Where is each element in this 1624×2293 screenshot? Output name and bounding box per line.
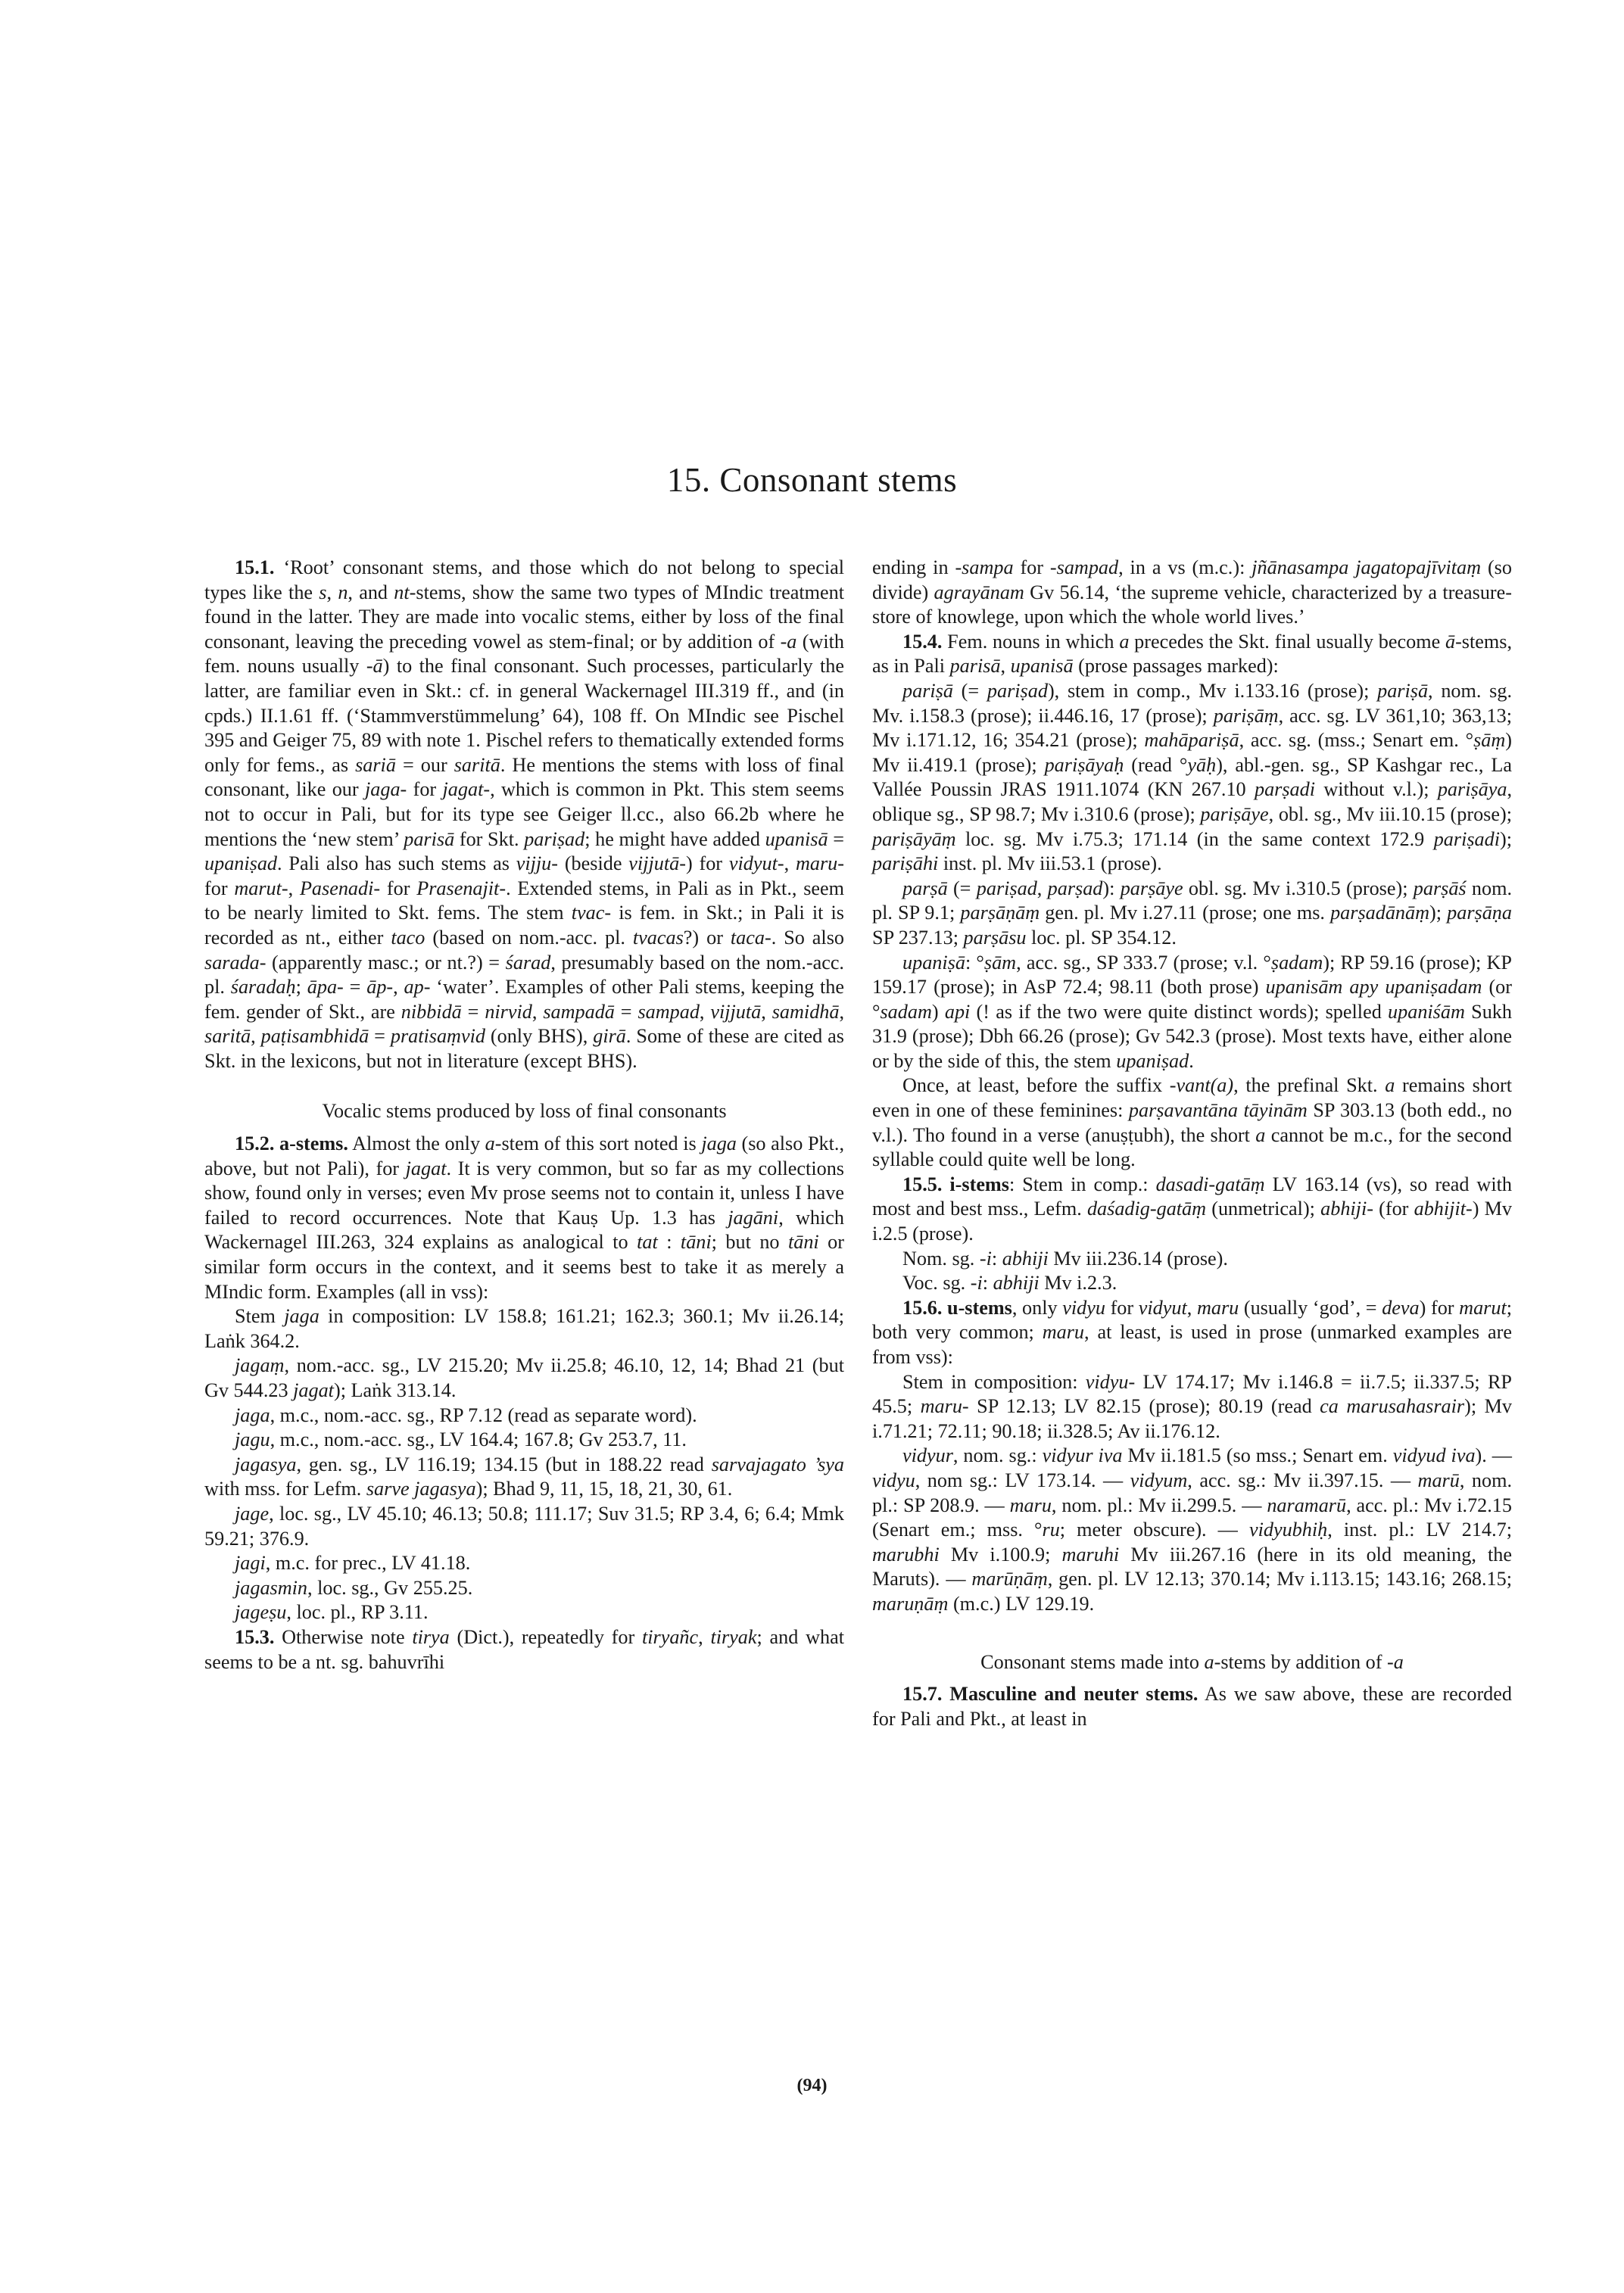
- section-heading-vocalic-stems: Vocalic stems produced by loss of final consonants: [322, 1100, 727, 1123]
- example-entry: jagu, m.c., nom.-acc. sg., LV 164.4; 167.8; Gv 253.7, 11.: [235, 1428, 687, 1451]
- paragraph-suffix-vant: Once, at least, before the suffix -vant(a), the prefinal Skt. a remains short even in one of these feminines: parṣavantāna tāyinām SP 303.13 (both edd., no v.l.). Tho found in a verse (anuṣṭubh), the short a cannot be m.c., for the second syllable could quite well be long.: [872, 1074, 1512, 1171]
- example-entry: jageṣu, loc. pl., RP 3.11.: [235, 1601, 429, 1624]
- example-entry: jagaṃ, nom.-acc. sg., LV 215.20; Mv ii.25.8; 46.10, 12, 14; Bhad 21 (but Gv 544.23 jagat); Laṅk 313.14.: [204, 1354, 844, 1401]
- left-column: [204, 556, 844, 1675]
- paragraph-15-5: 15.5. i-stems: Stem in comp.: dasadi-gatāṃ LV 163.14 (vs), so read with most and best mss., Lefm. daśadig-gatāṃ (unmetrical); abhiji- (for abhijit-) Mv i.2.5 (prose).: [872, 1173, 1512, 1245]
- paragraph-15-1: 15.1. ‘Root’ consonant stems, and those which do not belong to special types like the s, n, and nt-stems, show the same two types of MIndic treatment found in the latter. They are made into vocalic stems, either by loss of the final consonant, leaving the preceding vowel as stem-final; or by addition of -a (with fem. nouns usually -ā) to the final consonant. Such processes, particularly the latter, are familiar even in Skt.: cf. in general Wackernagel III.319 ff., and (in cpds.) II.1.61 ff. (‘Stammverstümmelung’ 64), 108 ff. On MIndic see Pischel 395 and Geiger 75, 89 with note 1. Pischel refers to thematically extended forms only for fems., as sariā = our saritā. He mentions the stems with loss of final consonant, like our jaga- for jagat-, which is common in Pkt. This stem seems not to occur in Pali, but for its type see Geiger ll.cc., also 66.2b where he mentions the ‘new stem’ parisā for Skt. pariṣad; he might have added upanisā = upaniṣad. Pali also has such stems as vijju- (beside vijjutā-) for vidyut-, maru- for marut-, Pasenadi- for Prasenajit-. Extended stems, in Pali as in Pkt., seem to be nearly limited to Skt. fems. The stem tvac- is fem. in Skt.; in Pali it is recorded as nt., either taco (based on nom.-acc. pl. tvacas?) or taca-. So also sarada- (apparently masc.; or nt.?) = śarad, presumably based on the nom.-acc. pl. śaradaḥ; āpa- = āp-, ap- ‘water’. Examples of other Pali stems, keeping the fem. gender of Skt., are nibbidā = nirvid, sampadā = sampad, vijjutā, samidhā, saritā, paṭisambhidā = pratisaṃvid (only BHS), girā. Some of these are cited as Skt. in the lexicons, but not in literature (except BHS).: [204, 556, 845, 1072]
- example-entry: jagasya, gen. sg., LV 116.19; 134.15 (but in 188.22 read sarvajagato ’sya with mss. for Lefm. sarve jagasya); Bhad 9, 11, 15, 18, 21, 30, 61.: [204, 1453, 845, 1500]
- paragraph-continued: ending in -sampa for -sampad, in a vs (m.c.): jñānasampa jagatopajīvitaṃ (so divide) agrayānam Gv 56.14, ‘the supreme vehicle, characterized by a treasure-store of knowlege, upon which the whole world lives.’: [872, 556, 1512, 628]
- paragraph-15-6: 15.6. u-stems, only vidyu for vidyut, maru (usually ‘god’, = deva) for marut; both very common; maru, at least, is used in prose (unmarked examples are from vss):: [872, 1296, 1513, 1368]
- paragraph-15-2: 15.2. a-stems. Almost the only a-stem of this sort noted is jaga (so also Pkt., above, but not Pali), for jagat. It is very common, but so far as my collections show, found only in verses; even Mv prose seems not to contain it, unless I have failed to record occurrences. Note that Kauṣ Up. 1.3 has jagāni, which Wackernagel III.263, 324 explains as analogical to tat : tāni; but no tāni or similar form occurs in the context, and it seems best to take it as merely a MIndic form. Examples (all in vss):: [204, 1132, 845, 1303]
- example-entry: vidyur, nom. sg.: vidyur iva Mv ii.181.5 (so mss.; Senart em. vidyud iva). — vidyu, nom sg.: LV 173.14. — vidyum, acc. sg.: Mv ii.397.15. — marū, nom. pl.: SP 208.9. — maru, nom. pl.: Mv ii.299.5. — naramarū, acc. pl.: Mv i.72.15 (Senart em.; mss. °ru; meter obscure). — vidyubhiḥ, inst. pl.: LV 214.7; marubhi Mv i.100.9; maruhi Mv iii.267.16 (here in its old meaning, the Maruts). — marūṇāṃ, gen. pl. LV 12.13; 370.14; Mv i.113.15; 143.16; 268.15; maruṇāṃ (m.c.) LV 129.19.: [872, 1444, 1512, 1615]
- example-entry: jagasmin, loc. sg., Gv 255.25.: [235, 1576, 473, 1599]
- paragraph-15-3: 15.3. Otherwise note tirya (Dict.), repeatedly for tiryañc, tiryak; and what seems to be a nt. sg. bahuvrīhi: [204, 1625, 845, 1673]
- example-entry: Stem in composition: vidyu- LV 174.17; Mv i.146.8 = ii.7.5; ii.337.5; RP 45.5; maru- SP 12.13; LV 82.15 (prose); 80.19 (read ca marusahasrair); Mv i.71.21; 72.11; 90.18; ii.328.5; Av ii.176.12.: [872, 1370, 1512, 1442]
- example-entry: Nom. sg. -i: abhiji Mv iii.236.14 (prose).: [902, 1247, 1228, 1270]
- example-entry: pariṣā (= pariṣad), stem in comp., Mv i.133.16 (prose); pariṣā, nom. sg. Mv. i.158.3 (prose); ii.446.16, 17 (prose); pariṣāṃ, acc. sg. LV 361,10; 363,13; Mv i.171.12, 16; 354.21 (prose); mahāpariṣā, acc. sg. (mss.; Senart em. °ṣāṃ) Mv ii.419.1 (prose); pariṣāyaḥ (read °yāḥ), abl.-gen. sg., SP Kashgar rec., La Vallée Poussin JRAS 1911.1074 (KN 267.10 parṣadi without v.l.); pariṣāya, oblique sg., SP 98.7; Mv i.310.6 (prose); pariṣāye, obl. sg., Mv iii.10.15 (prose); pariṣāyāṃ loc. sg. Mv i.75.3; 171.14 (in the same context 172.9 pariṣadi); pariṣāhi inst. pl. Mv iii.53.1 (prose).: [872, 679, 1513, 875]
- paragraph-15-7: 15.7. Masculine and neuter stems. As we saw above, these are recorded for Pali and Pkt., at least in: [872, 1683, 1512, 1730]
- page-number: (94): [796, 2076, 828, 2095]
- example-entry: Voc. sg. -i: abhiji Mv i.2.3.: [902, 1272, 1117, 1294]
- example-entry: jagi, m.c. for prec., LV 41.18.: [235, 1552, 471, 1575]
- section-heading-a-stems: Consonant stems made into a-stems by addition of -a: [980, 1650, 1404, 1673]
- chapter-title: 15. Consonant stems: [666, 461, 958, 499]
- example-entry: parṣā (= pariṣad, parṣad): parṣāye obl. sg. Mv i.310.5 (prose); parṣāś nom. pl. SP 9.1; parṣāṇāṃ gen. pl. Mv i.27.11 (prose; one ms. parṣadānāṃ); parṣāṇa SP 237.13; parṣāsu loc. pl. SP 354.12.: [872, 877, 1513, 949]
- example-entry: upaniṣā: °ṣām, acc. sg., SP 333.7 (prose; v.l. °ṣadam); RP 59.16 (prose); KP 159.17 (prose); in AsP 72.4; 98.11 (both prose) upanisām apy upaniṣadam (or °sadam) api (! as if the two were quite distinct words); spelled upaniśām Sukh 31.9 (prose); Dbh 66.26 (prose); Gv 542.3 (prose). Most texts have, either alone or by the side of this, the stem upaniṣad.: [872, 951, 1512, 1072]
- example-entry: jaga, m.c., nom.-acc. sg., RP 7.12 (read as separate word).: [235, 1404, 697, 1426]
- example-entry: jage, loc. sg., LV 45.10; 46.13; 50.8; 111.17; Suv 31.5; RP 3.4, 6; 6.4; Mmk 59.21; 376.9.: [204, 1502, 844, 1550]
- paragraph-15-4: 15.4. Fem. nouns in which a precedes the Skt. final usually become ā-stems, as in Pali parisā, upanisā (prose passages marked):: [872, 630, 1512, 678]
- example-entry: Stem jaga in composition: LV 158.8; 161.21; 162.3; 360.1; Mv ii.26.14; Laṅk 364.2.: [204, 1305, 844, 1352]
- right-column: [872, 556, 1512, 1731]
